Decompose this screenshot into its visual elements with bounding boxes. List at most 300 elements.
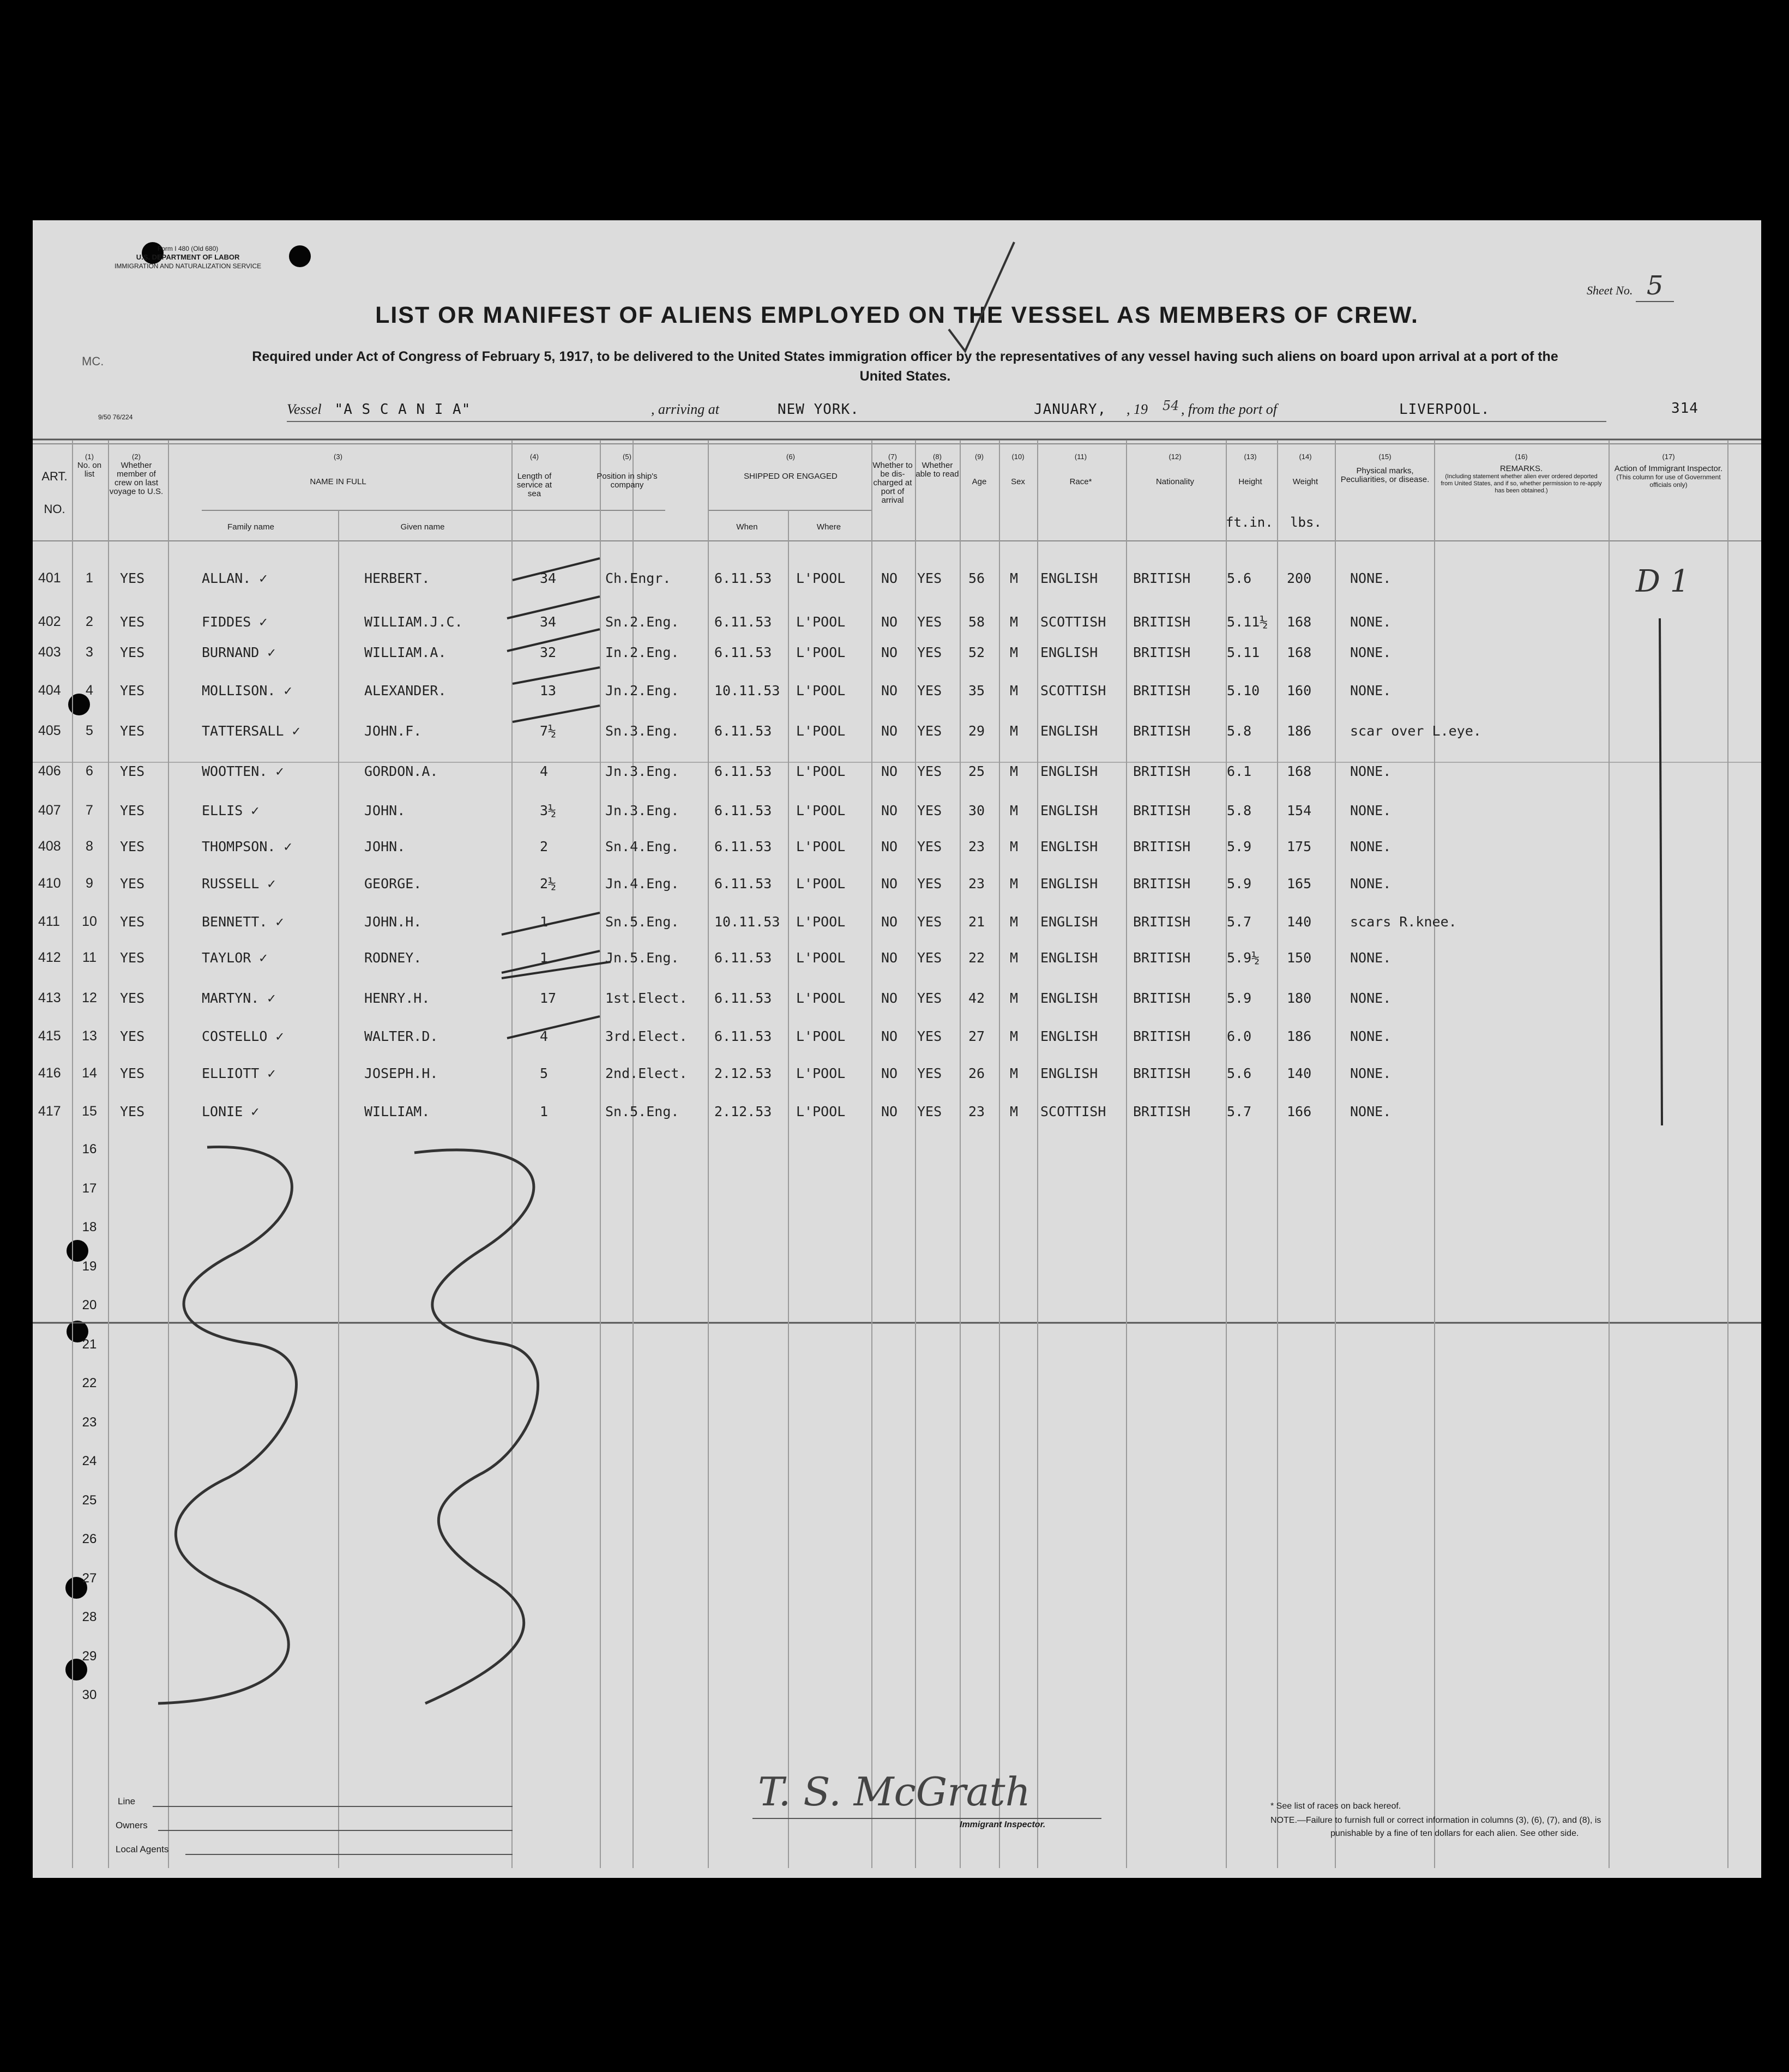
nationality: BRITISH	[1133, 614, 1191, 630]
height: 5.10	[1227, 683, 1260, 698]
list-number: 7	[86, 803, 93, 818]
inspector-label: Immigrant Inspector.	[960, 1820, 1046, 1829]
discharged-at-port: NO	[881, 876, 898, 892]
discharged-at-port: NO	[881, 1065, 898, 1081]
manifest-title: LIST OR MANIFEST OF ALIENS EMPLOYED ON THE VESSEL AS MEMBERS OF CREW.	[375, 302, 1419, 328]
crew-last-voyage: YES	[120, 839, 145, 854]
list-number: 14	[82, 1065, 97, 1081]
able-to-read: YES	[917, 570, 942, 586]
height: 5.7	[1227, 914, 1252, 930]
nationality: BRITISH	[1133, 990, 1191, 1006]
nationality: BRITISH	[1133, 803, 1191, 818]
shipped-when: 6.11.53	[714, 990, 772, 1006]
empty-row-number: 20	[82, 1298, 97, 1312]
shipped-when: 2.12.53	[714, 1104, 772, 1119]
race: ENGLISH	[1040, 1065, 1098, 1081]
sex: M	[1010, 839, 1019, 854]
height: 5.8	[1227, 723, 1252, 739]
height: 6.0	[1227, 1028, 1252, 1044]
race: ENGLISH	[1040, 570, 1098, 586]
able-to-read: YES	[917, 763, 942, 779]
physical-marks: NONE.	[1350, 614, 1392, 630]
crew-last-voyage: YES	[120, 723, 145, 739]
weight: 168	[1287, 763, 1312, 779]
header-col-9: (9) Age	[972, 453, 987, 486]
length-of-service: 13	[540, 683, 557, 698]
crew-last-voyage: YES	[120, 645, 145, 660]
sex: M	[1010, 803, 1019, 818]
empty-row-number: 18	[82, 1220, 97, 1234]
header-family-name: Family name	[227, 522, 274, 532]
weight: 160	[1287, 683, 1312, 698]
position: Sn.2.Eng.	[605, 614, 679, 630]
list-number: 8	[86, 839, 93, 854]
art-number: 407	[38, 803, 61, 818]
empty-row-number: 25	[82, 1492, 97, 1508]
age: 22	[968, 950, 985, 966]
family-name: MOLLISON. ✓	[202, 683, 292, 698]
given-name: HERBERT.	[364, 570, 430, 586]
sex: M	[1010, 683, 1019, 698]
height: 5.9	[1227, 839, 1252, 854]
length-of-service: 1	[540, 914, 549, 930]
shipped-where: L'POOL	[796, 1028, 846, 1044]
height: 5.6	[1227, 570, 1252, 586]
nationality: BRITISH	[1133, 950, 1191, 966]
arrival-port: NEW YORK.	[778, 401, 859, 418]
sex: M	[1010, 950, 1019, 966]
header-where: Where	[816, 522, 841, 532]
shipped-where: L'POOL	[796, 803, 846, 818]
able-to-read: YES	[917, 683, 942, 698]
age: 27	[968, 1028, 985, 1044]
art-number: 411	[38, 914, 60, 929]
able-to-read: YES	[917, 1065, 942, 1081]
age: 56	[968, 570, 985, 586]
sex: M	[1010, 1065, 1019, 1081]
shipped-where: L'POOL	[796, 876, 846, 892]
given-name: JOHN.F.	[364, 723, 422, 739]
header-given-name: Given name	[400, 522, 445, 532]
header-col-13: (13) Height	[1238, 453, 1262, 486]
age: 58	[968, 614, 985, 630]
sex: M	[1010, 723, 1019, 739]
family-name: COSTELLO ✓	[202, 1028, 284, 1044]
crew-last-voyage: YES	[120, 763, 145, 779]
length-of-service: 4	[540, 1028, 549, 1044]
discharged-at-port: NO	[881, 839, 898, 854]
family-name: LONIE ✓	[202, 1104, 260, 1119]
weight: 150	[1287, 950, 1312, 966]
list-number: 12	[82, 990, 97, 1005]
race: ENGLISH	[1040, 723, 1098, 739]
sheet-label: Sheet No.	[1587, 284, 1633, 297]
shipped-where: L'POOL	[796, 1104, 846, 1119]
header-weight-unit: lbs.	[1290, 515, 1322, 530]
position: Sn.5.Eng.	[605, 1104, 679, 1119]
family-name: ELLIOTT ✓	[202, 1065, 276, 1081]
list-number: 4	[86, 683, 93, 698]
able-to-read: YES	[917, 1104, 942, 1119]
race: SCOTTISH	[1040, 614, 1106, 630]
empty-row-number: 29	[82, 1648, 97, 1664]
position: 2nd.Elect.	[605, 1065, 688, 1081]
header-col-4: (4) Length of service at sea	[516, 453, 552, 498]
race: SCOTTISH	[1040, 683, 1106, 698]
able-to-read: YES	[917, 614, 942, 630]
local-agents-field	[185, 1854, 513, 1855]
age: 23	[968, 1104, 985, 1119]
race: ENGLISH	[1040, 914, 1098, 930]
position: Jn.3.Eng.	[605, 763, 679, 779]
length-of-service: 32	[540, 645, 557, 660]
crew-last-voyage: YES	[120, 803, 145, 818]
physical-marks: scars R.knee.	[1350, 914, 1457, 930]
shipped-where: L'POOL	[796, 990, 846, 1006]
length-of-service: 34	[540, 614, 557, 630]
empty-row-number: 19	[82, 1258, 97, 1274]
header-col-12: (12) Nationality	[1155, 453, 1195, 486]
position: 3rd.Elect.	[605, 1028, 688, 1044]
shipped-where: L'POOL	[796, 570, 846, 586]
age: 21	[968, 914, 985, 930]
list-number: 11	[82, 950, 97, 965]
nationality: BRITISH	[1133, 570, 1191, 586]
age: 23	[968, 839, 985, 854]
length-of-service: 2	[540, 839, 549, 854]
shipped-when: 2.12.53	[714, 1065, 772, 1081]
discharged-at-port: NO	[881, 683, 898, 698]
handwritten-marks	[33, 220, 1761, 1878]
able-to-read: YES	[917, 1028, 942, 1044]
height: 5.7	[1227, 1104, 1252, 1119]
line-field	[153, 1806, 513, 1807]
position: Sn.5.Eng.	[605, 914, 679, 930]
discharged-at-port: NO	[881, 990, 898, 1006]
given-name: JOHN.H.	[364, 914, 422, 930]
department-name: U.S. DEPARTMENT OF LABOR	[136, 253, 240, 261]
family-name: BURNAND ✓	[202, 645, 276, 660]
race: ENGLISH	[1040, 803, 1098, 818]
nationality: BRITISH	[1133, 723, 1191, 739]
height: 5.6	[1227, 1065, 1252, 1081]
shipped-when: 6.11.53	[714, 876, 772, 892]
art-number: 402	[38, 614, 61, 629]
penalty-note-2: punishable by a fine of ten dollars for each alien. See other side.	[1330, 1829, 1579, 1838]
inspector-line	[1660, 618, 1662, 1125]
header-col-14: (14) Weight	[1292, 453, 1318, 486]
art-number: 404	[38, 683, 61, 698]
age: 25	[968, 763, 985, 779]
race: ENGLISH	[1040, 876, 1098, 892]
race: ENGLISH	[1040, 950, 1098, 966]
service-name: IMMIGRATION AND NATURALIZATION SERVICE	[115, 262, 262, 270]
art-number: 412	[38, 950, 61, 965]
sex: M	[1010, 914, 1019, 930]
physical-marks: NONE.	[1350, 803, 1392, 818]
family-name: TAYLOR ✓	[202, 950, 268, 966]
empty-row-number: 27	[82, 1570, 97, 1586]
nationality: BRITISH	[1133, 1104, 1191, 1119]
position: 1st.Elect.	[605, 990, 688, 1006]
top-check-mark	[949, 242, 1014, 351]
squiggle-family-name	[158, 1147, 296, 1703]
nationality: BRITISH	[1133, 1065, 1191, 1081]
family-name: WOOTTEN. ✓	[202, 763, 284, 779]
list-number: 2	[86, 614, 93, 629]
empty-row-number: 28	[82, 1610, 97, 1624]
length-of-service: 3½	[540, 803, 557, 818]
shipped-when: 10.11.53	[714, 914, 780, 930]
art-number: 403	[38, 645, 61, 660]
length-of-service: 4	[540, 763, 549, 779]
able-to-read: YES	[917, 645, 942, 660]
age: 42	[968, 990, 985, 1006]
year-suffix: 54	[1162, 398, 1179, 413]
discharged-at-port: NO	[881, 803, 898, 818]
empty-row-number: 21	[82, 1336, 97, 1352]
penalty-note-1: NOTE.—Failure to furnish full or correct information in columns (3), (6), (7), and (8), is	[1270, 1816, 1601, 1825]
art-number: 401	[38, 570, 61, 586]
able-to-read: YES	[917, 876, 942, 892]
header-col-16: (16) REMARKS. (Including statement whether alien ever ordered deported from United States, and if so, whether permission to re-apply has been obtained.)	[1441, 453, 1602, 494]
physical-marks: NONE.	[1350, 645, 1392, 660]
year-prefix: , 19	[1127, 401, 1148, 417]
form-code: 9/50 76/224	[98, 413, 133, 421]
list-number: 13	[82, 1028, 97, 1044]
art-number: 406	[38, 763, 61, 779]
sex: M	[1010, 1104, 1019, 1119]
able-to-read: YES	[917, 803, 942, 818]
header-col-8: (8) Whether able to read	[915, 453, 959, 479]
weight: 200	[1287, 570, 1312, 586]
header-height-unit: ft.in.	[1226, 515, 1273, 530]
signature-line	[752, 1818, 1101, 1819]
able-to-read: YES	[917, 839, 942, 854]
nationality: BRITISH	[1133, 1028, 1191, 1044]
crew-last-voyage: YES	[120, 914, 145, 930]
crew-last-voyage: YES	[120, 1104, 145, 1119]
weight: 186	[1287, 723, 1312, 739]
squiggle-given-name	[414, 1150, 538, 1703]
age: 30	[968, 803, 985, 818]
discharged-at-port: NO	[881, 763, 898, 779]
length-of-service: 1	[540, 1104, 549, 1119]
physical-marks: NONE.	[1350, 763, 1392, 779]
weight: 168	[1287, 614, 1312, 630]
height: 5.9	[1227, 990, 1252, 1006]
position: In.2.Eng.	[605, 645, 679, 660]
position: Jn.2.Eng.	[605, 683, 679, 698]
physical-marks: NONE.	[1350, 1065, 1392, 1081]
art-number: 405	[38, 723, 61, 738]
age: 23	[968, 876, 985, 892]
shipped-where: L'POOL	[796, 723, 846, 739]
owners-field	[158, 1830, 513, 1831]
position: Sn.3.Eng.	[605, 723, 679, 739]
given-name: GORDON.A.	[364, 763, 438, 779]
height: 5.9	[1227, 876, 1252, 892]
physical-marks: NONE.	[1350, 570, 1392, 586]
crew-last-voyage: YES	[120, 950, 145, 966]
header-col-7: (7) Whether to be dis-charged at port of arrival	[872, 453, 913, 505]
race: ENGLISH	[1040, 645, 1098, 660]
race: ENGLISH	[1040, 990, 1098, 1006]
length-of-service: 17	[540, 990, 557, 1006]
shipped-when: 6.11.53	[714, 950, 772, 966]
line-label: Line	[118, 1796, 136, 1806]
shipped-when: 6.11.53	[714, 803, 772, 818]
crew-last-voyage: YES	[120, 1065, 145, 1081]
shipped-where: L'POOL	[796, 839, 846, 854]
header-col-11: (11) Race*	[1069, 453, 1092, 486]
vessel-name: "A S C A N I A"	[334, 401, 471, 418]
height: 5.8	[1227, 803, 1252, 818]
sex: M	[1010, 614, 1019, 630]
length-of-service: 5	[540, 1065, 549, 1081]
given-name: HENRY.H.	[364, 990, 430, 1006]
weight: 168	[1287, 645, 1312, 660]
crew-last-voyage: YES	[120, 876, 145, 892]
given-name: JOHN.	[364, 803, 406, 818]
empty-row-number: 16	[82, 1142, 97, 1157]
shipped-where: L'POOL	[796, 763, 846, 779]
nationality: BRITISH	[1133, 763, 1191, 779]
given-name: JOHN.	[364, 839, 406, 854]
shipped-when: 6.11.53	[714, 839, 772, 854]
family-name: BENNETT. ✓	[202, 914, 284, 930]
header-col-6: (6) SHIPPED OR ENGAGED	[744, 453, 838, 481]
shipped-where: L'POOL	[796, 614, 846, 630]
family-name: TATTERSALL ✓	[202, 723, 300, 739]
list-number: 1	[86, 570, 93, 586]
inspector-action: D 1	[1636, 564, 1690, 599]
shipped-where: L'POOL	[796, 914, 846, 930]
race: ENGLISH	[1040, 839, 1098, 854]
empty-row-number: 23	[82, 1414, 97, 1430]
list-number: 5	[86, 723, 93, 738]
discharged-at-port: NO	[881, 914, 898, 930]
nationality: BRITISH	[1133, 876, 1191, 892]
able-to-read: YES	[917, 914, 942, 930]
list-number: 9	[86, 876, 93, 891]
empty-row-number: 30	[82, 1688, 97, 1702]
empty-row-number: 17	[82, 1180, 97, 1196]
crew-last-voyage: YES	[120, 990, 145, 1006]
page-number: 314	[1671, 400, 1698, 417]
discharged-at-port: NO	[881, 645, 898, 660]
empty-row-number: 22	[82, 1376, 97, 1390]
art-number: 416	[38, 1065, 61, 1081]
shipped-when: 6.11.53	[714, 645, 772, 660]
given-name: WALTER.D.	[364, 1028, 438, 1044]
weight: 166	[1287, 1104, 1312, 1119]
family-name: FIDDES ✓	[202, 614, 268, 630]
service-strike-marks	[502, 558, 611, 1038]
art-number: 410	[38, 876, 61, 891]
given-name: JOSEPH.H.	[364, 1065, 438, 1081]
shipped-when: 6.11.53	[714, 763, 772, 779]
nationality: BRITISH	[1133, 914, 1191, 930]
mc-stamp: MC.	[82, 354, 104, 368]
physical-marks: NONE.	[1350, 839, 1392, 854]
length-of-service: 7½	[540, 723, 557, 739]
local-agents-label: Local Agents	[116, 1844, 169, 1854]
shipped-when: 6.11.53	[714, 1028, 772, 1044]
length-of-service: 34	[540, 570, 557, 586]
given-name: WILLIAM.J.C.	[364, 614, 463, 630]
physical-marks: NONE.	[1350, 950, 1392, 966]
header-col-3: (3) NAME IN FULL	[310, 453, 366, 486]
sex: M	[1010, 1028, 1019, 1044]
age: 52	[968, 645, 985, 660]
physical-marks: NONE.	[1350, 1028, 1392, 1044]
arrival-month: JANUARY,	[1034, 401, 1107, 418]
owners-label: Owners	[116, 1820, 148, 1830]
header-col-2: (2) Whether member of crew on last voyage to U.S.	[109, 453, 164, 496]
length-of-service: 2½	[540, 876, 557, 892]
crew-last-voyage: YES	[120, 1028, 145, 1044]
weight: 140	[1287, 914, 1312, 930]
position: Jn.5.Eng.	[605, 950, 679, 966]
discharged-at-port: NO	[881, 1104, 898, 1119]
family-name: THOMPSON. ✓	[202, 839, 292, 854]
art-number: 417	[38, 1104, 61, 1119]
crew-last-voyage: YES	[120, 683, 145, 698]
shipped-when: 10.11.53	[714, 683, 780, 698]
able-to-read: YES	[917, 990, 942, 1006]
given-name: WILLIAM.A.	[364, 645, 447, 660]
sex: M	[1010, 645, 1019, 660]
crew-last-voyage: YES	[120, 570, 145, 586]
position: Ch.Engr.	[605, 570, 671, 586]
weight: 180	[1287, 990, 1312, 1006]
discharged-at-port: NO	[881, 614, 898, 630]
family-name: ALLAN. ✓	[202, 570, 268, 586]
weight: 186	[1287, 1028, 1312, 1044]
race: ENGLISH	[1040, 1028, 1098, 1044]
age: 29	[968, 723, 985, 739]
arriving-label: , arriving at	[651, 401, 719, 417]
shipped-when: 6.11.53	[714, 570, 772, 586]
weight: 175	[1287, 839, 1312, 854]
able-to-read: YES	[917, 950, 942, 966]
races-note: * See list of races on back hereof.	[1270, 1802, 1401, 1811]
list-number: 3	[86, 645, 93, 660]
list-number: 10	[82, 914, 97, 929]
able-to-read: YES	[917, 723, 942, 739]
discharged-at-port: NO	[881, 723, 898, 739]
manifest-sheet	[33, 220, 1761, 1878]
crew-last-voyage: YES	[120, 614, 145, 630]
header-col-1: (1) No. on list	[77, 453, 102, 479]
sex: M	[1010, 763, 1019, 779]
height: 5.11½	[1227, 614, 1268, 630]
header-col-15: (15) Physical marks, Peculiarities, or disease.	[1340, 453, 1430, 484]
list-number: 15	[82, 1104, 97, 1119]
age: 35	[968, 683, 985, 698]
position: Sn.4.Eng.	[605, 839, 679, 854]
vessel-label: Vessel	[287, 401, 322, 417]
art-number: 415	[38, 1028, 61, 1044]
header-col-10: (10) Sex	[1011, 453, 1025, 486]
family-name: ELLIS ✓	[202, 803, 260, 818]
list-number: 6	[86, 763, 93, 779]
shipped-where: L'POOL	[796, 683, 846, 698]
sheet-number: 5	[1636, 270, 1674, 302]
length-of-service: 1	[540, 950, 549, 966]
race: ENGLISH	[1040, 763, 1098, 779]
